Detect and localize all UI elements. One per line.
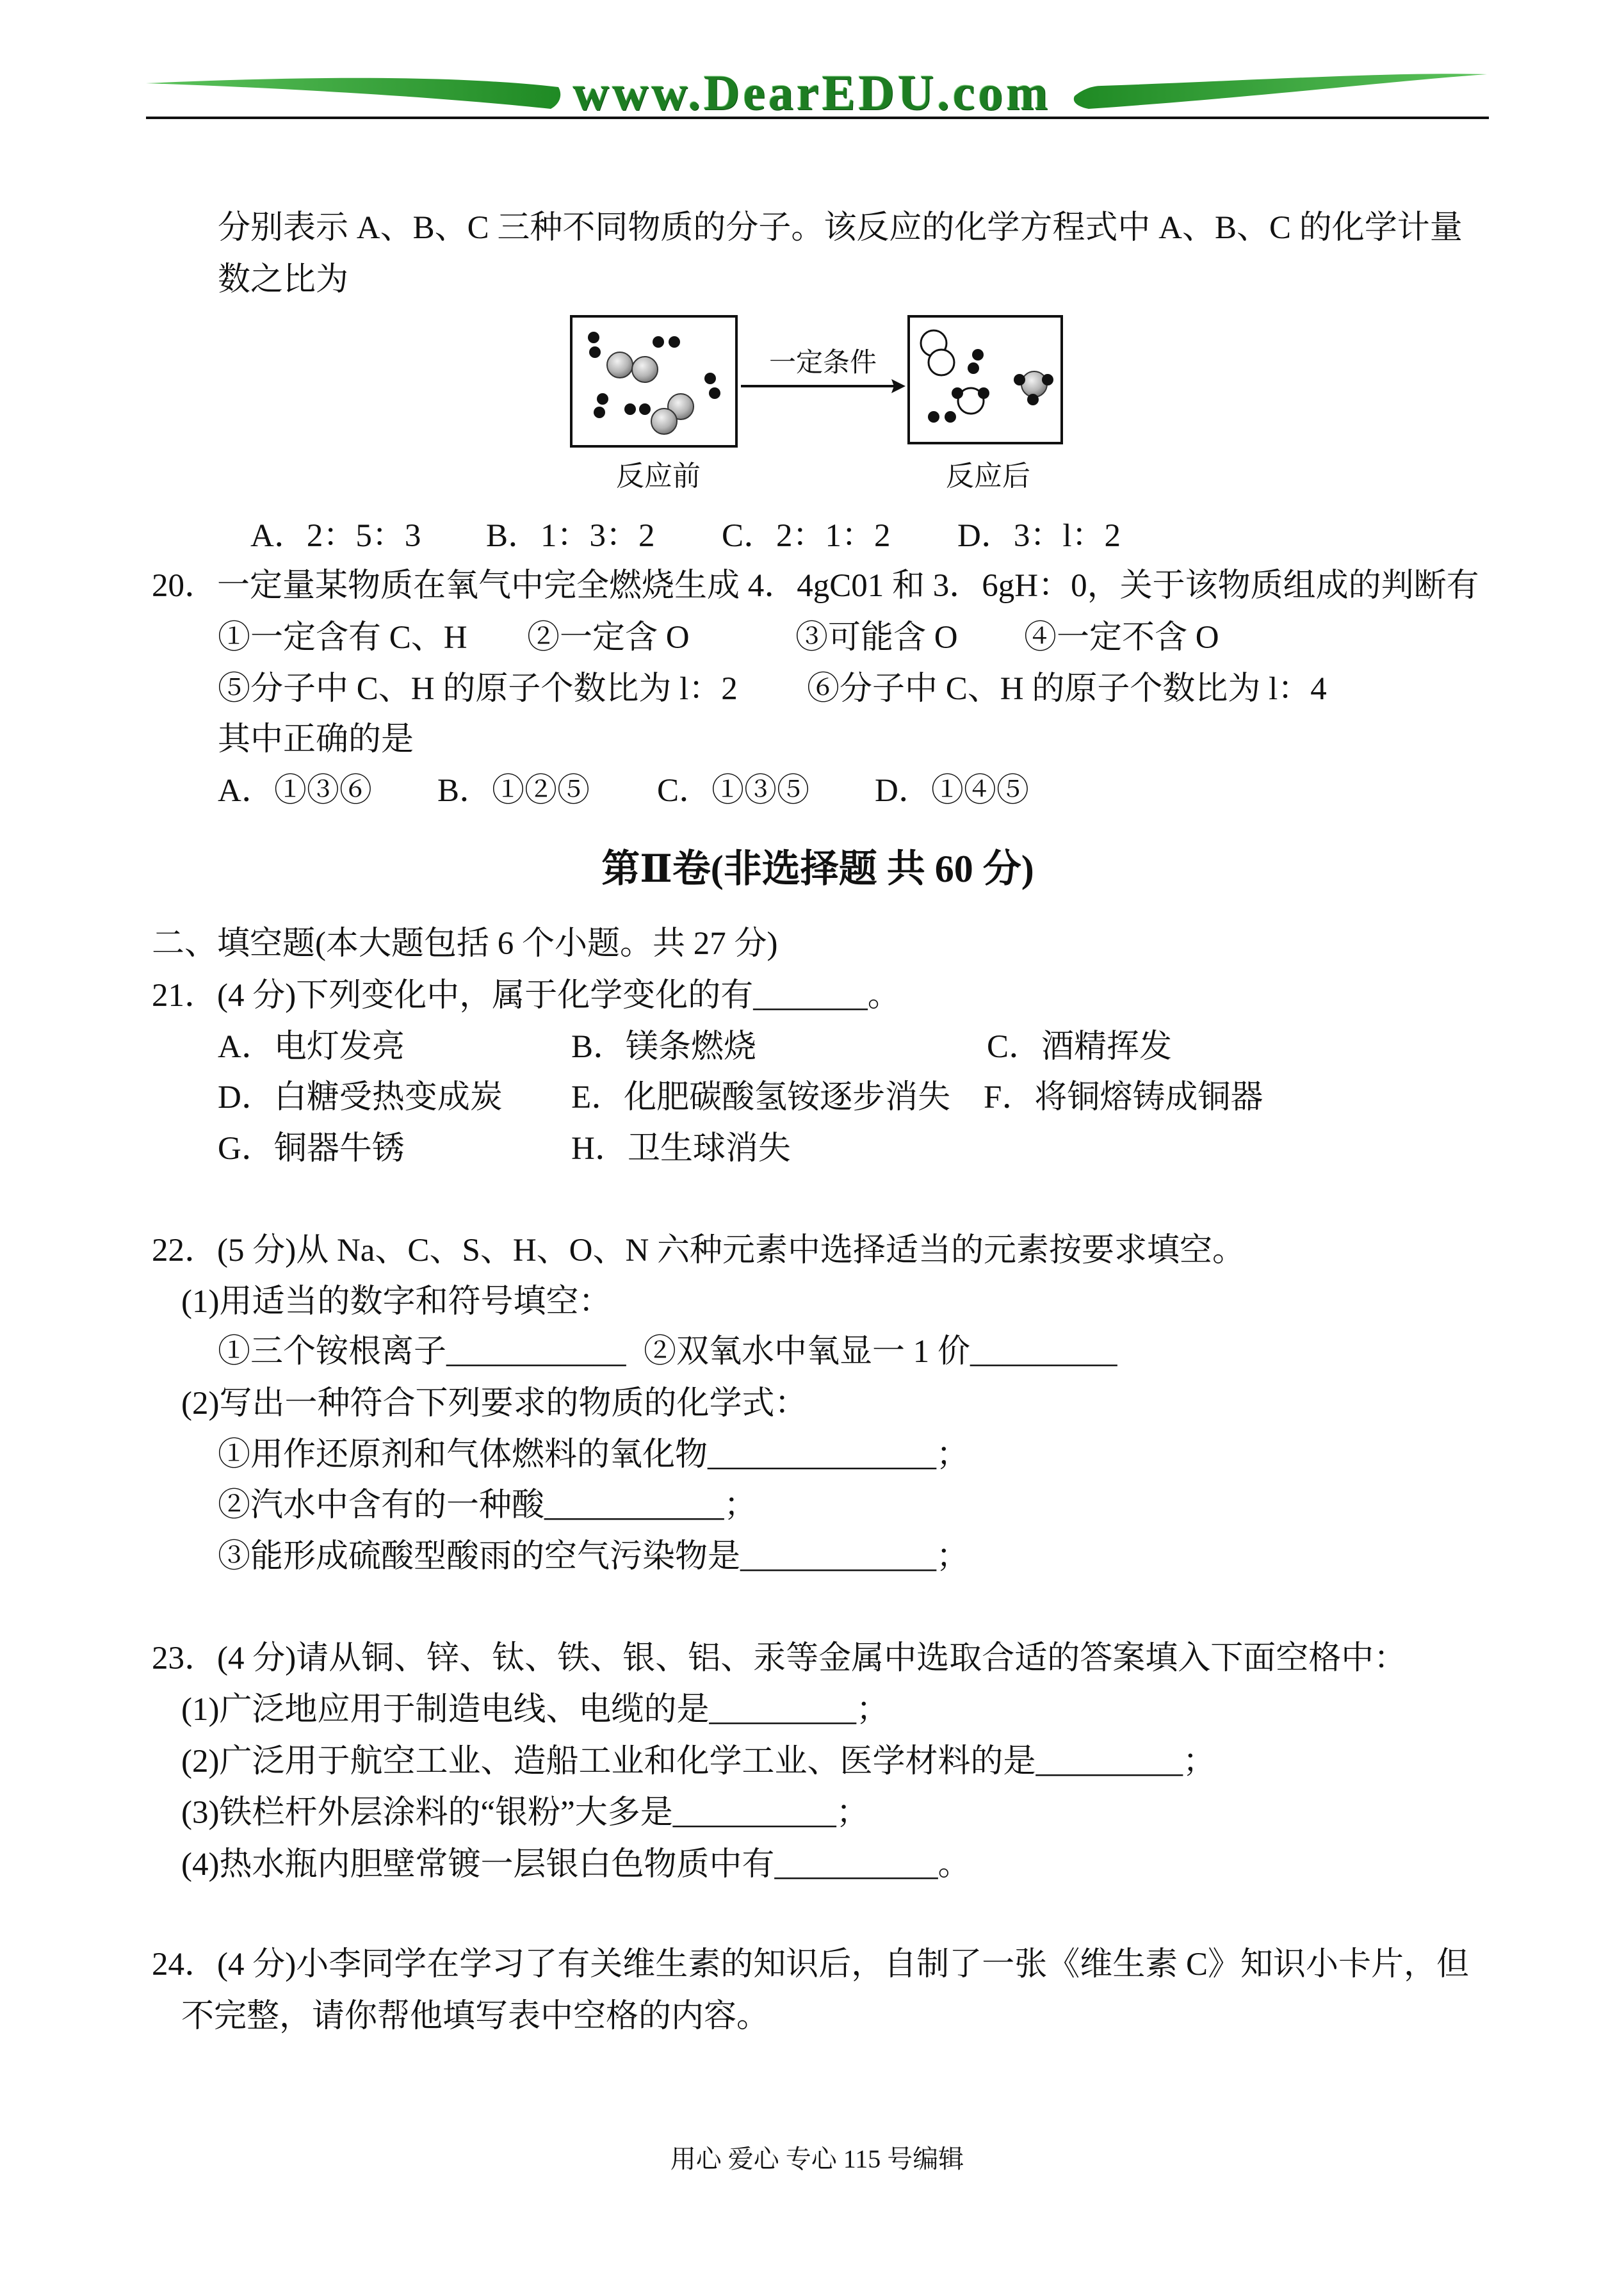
q20-option-d: D．①④⑤ xyxy=(875,773,1029,809)
q20-statement-4: ④一定不含 O xyxy=(1024,620,1219,656)
q20-statement-3: ③可能含 O xyxy=(795,620,958,656)
q19-text-line-1: 分别表示 A、B、C 三种不同物质的分子。该反应的化学方程式中 A、B、C 的化学计量 xyxy=(218,210,1463,246)
q19-option-c: C．2：1：2 xyxy=(722,518,891,554)
q20-statement-6: ⑥分子中 C、H 的原子个数比为 l：4 xyxy=(807,671,1327,707)
q21-option-h: H．卫生球消失 xyxy=(571,1131,791,1167)
before-label: 反应前 xyxy=(616,460,701,492)
before-box xyxy=(571,316,736,446)
page-footer: 用心 爱心 专心 115 号编辑 xyxy=(670,2145,964,2173)
q22-part-1: (1)用适当的数字和符号填空： xyxy=(181,1284,612,1320)
q20-option-a: A．①③⑥ xyxy=(218,773,372,809)
q20-stem: 20．一定量某物质在氧气中完全燃烧生成 4．4gC01 和 3．6gH：0，关于该物质组成的判断有 xyxy=(152,568,1479,604)
q22-part-2-item-1: ①用作还原剂和气体燃料的氧化物______________； xyxy=(218,1437,970,1473)
q21-option-c: C．酒精挥发 xyxy=(987,1029,1173,1065)
right-swoosh xyxy=(1074,74,1487,109)
q19-option-d: D．3：l：2 xyxy=(957,518,1121,554)
q23-stem: 23．(4 分)请从铜、锌、钛、铁、银、铝、汞等金属中选取合适的答案填入下面空格中： xyxy=(152,1641,1407,1676)
q22-part-1-item-1: ①三个铵根离子___________ xyxy=(218,1334,626,1370)
q21-option-b: B．镁条燃烧 xyxy=(571,1029,757,1065)
page-header xyxy=(0,0,1624,128)
reaction-arrow xyxy=(741,379,905,393)
q24-stem-line-2: 不完整，请你帮他填写表中空格的内容。 xyxy=(181,1999,770,2034)
q21-stem: 21．(4 分)下列变化中，属于化学变化的有_______。 xyxy=(152,978,900,1014)
q20-option-b: B．①②⑤ xyxy=(437,773,590,809)
after-label: 反应后 xyxy=(946,460,1030,492)
q23-item-1: (1)广泛地应用于制造电线、电缆的是_________； xyxy=(181,1692,889,1728)
q20-statement-5: ⑤分子中 C、H 的原子个数比为 l：2 xyxy=(218,671,738,707)
q22-part-2-item-2: ②汽水中含有的一种酸___________； xyxy=(218,1488,757,1523)
q21-option-f: F．将铜熔铸成铜器 xyxy=(984,1080,1263,1115)
q19-option-b: B．1：3：2 xyxy=(486,518,655,554)
site-logo-text: www.DearEDU.com xyxy=(572,65,1052,120)
q21-option-e: E．化肥碳酸氢铵逐步消失 xyxy=(571,1080,951,1115)
q22-part-1-item-2: ②双氧水中氧显一 1 价_________ xyxy=(644,1334,1117,1370)
q20-prompt: 其中正确的是 xyxy=(218,722,414,758)
q22-stem: 22．(5 分)从 Na、C、S、H、O、N 六种元素中选择适当的元素按要求填空。 xyxy=(152,1233,1246,1269)
left-swoosh xyxy=(146,78,560,109)
q23-item-4: (4)热水瓶内胆壁常镀一层银白色物质中有__________。 xyxy=(181,1847,971,1883)
q23-item-2: (2)广泛用于航空工业、造船工业和化学工业、医学材料的是_________； xyxy=(181,1744,1215,1780)
q21-option-g: G．铜器牛锈 xyxy=(218,1131,405,1167)
q22-part-2: (2)写出一种符合下列要求的物质的化学式： xyxy=(181,1386,808,1422)
q21-option-a: A．电灯发亮 xyxy=(218,1029,405,1065)
q20-option-c: C．①③⑤ xyxy=(657,773,810,809)
section-title: 第Ⅱ卷(非选择题 共 60 分) xyxy=(601,848,1034,890)
q19-text-line-2: 数之比为 xyxy=(218,262,349,298)
q22-part-2-item-3: ③能形成硫酸型酸雨的空气污染物是____________； xyxy=(218,1539,970,1575)
after-box xyxy=(909,316,1062,443)
reaction-condition-label: 一定条件 xyxy=(768,348,877,378)
q20-statement-2: ②一定含 O xyxy=(527,620,690,656)
q20-statement-1: ①一定含有 C、H xyxy=(218,620,467,656)
section-heading: 二、填空题(本大题包括 6 个小题。共 27 分) xyxy=(152,926,778,962)
reaction-diagram xyxy=(564,307,1076,499)
q21-option-d: D．白糖受热变成炭 xyxy=(218,1080,503,1115)
q23-item-3: (3)铁栏杆外层涂料的“银粉”大多是__________； xyxy=(181,1795,869,1831)
q19-option-a: A．2：5：3 xyxy=(250,518,421,554)
q24-stem-line-1: 24．(4 分)小李同学在学习了有关维生素的知识后，自制了一张《维生素 C》知识小卡片，但 xyxy=(152,1947,1469,1983)
